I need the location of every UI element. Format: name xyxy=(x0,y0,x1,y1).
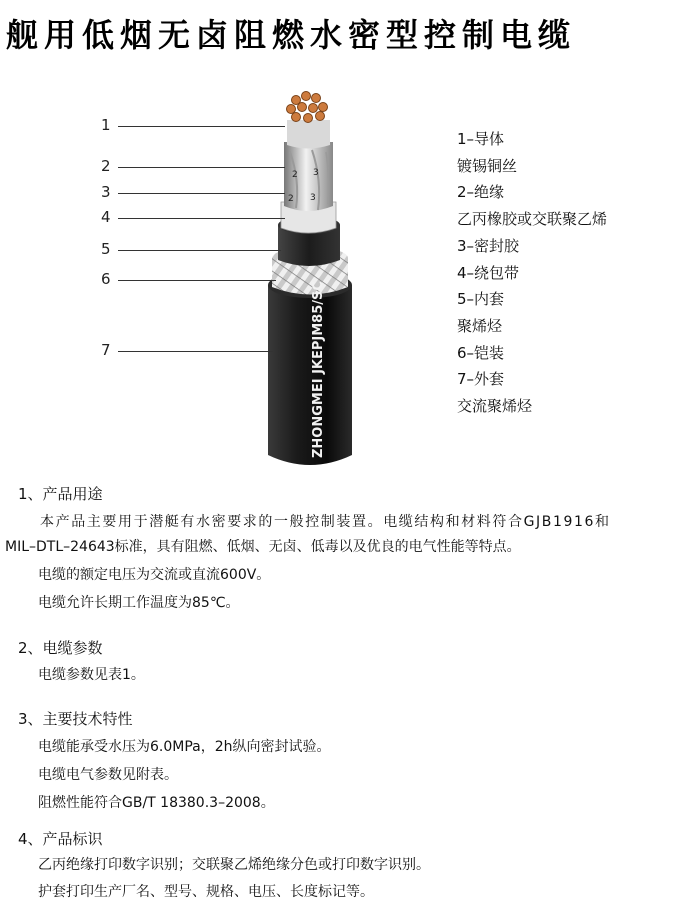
leader-line xyxy=(118,250,281,251)
section-marking xyxy=(18,829,679,905)
leader-line xyxy=(118,351,273,352)
core-label: 3 xyxy=(310,193,316,203)
callout-5: 5 xyxy=(101,240,111,258)
paragraph-line: 本产品主要用于潜艇有水密要求的一般控制装置。电缆结构和材料符合GJB1916和 xyxy=(40,514,611,530)
legend-item: 3–密封胶 xyxy=(457,236,520,255)
legend-item: 1–导体 xyxy=(457,130,505,148)
section-title: 2、电缆参数 xyxy=(18,639,103,657)
leader-line xyxy=(118,167,285,168)
core-label: 3 xyxy=(313,168,319,178)
sheath-print: ZHONGMEI JKEPJM85/SC xyxy=(311,281,326,458)
legend-item: 镀锡铜丝 xyxy=(457,156,518,175)
legend-item: 2–绝缘 xyxy=(457,183,505,202)
callout-1: 1 xyxy=(101,116,111,134)
core-label: 2 xyxy=(292,170,298,180)
leader-line xyxy=(118,280,276,281)
section-parameters xyxy=(18,638,679,688)
outer-sheath xyxy=(268,285,352,465)
legend-item: 4–绕包带 xyxy=(457,263,520,282)
paragraph-line: 电缆允许长期工作温度为85℃。 xyxy=(38,595,240,611)
legend-item: 交流聚烯烃 xyxy=(457,397,533,416)
callout-7: 7 xyxy=(101,341,111,359)
section-title: 4、产品标识 xyxy=(18,830,103,848)
leader-line xyxy=(118,126,285,127)
legend-item: 乙丙橡胶或交联聚乙烯 xyxy=(457,210,608,229)
paragraph-line: 阻燃性能符合GB/T 18380.3–2008。 xyxy=(38,795,275,811)
paragraph-line: 电缆的额定电压为交流或直流600V。 xyxy=(38,567,271,583)
conductor-strands xyxy=(287,92,328,123)
core-label: 2 xyxy=(288,194,294,204)
page-title: 舰用低烟无卤阻燃水密型控制电缆 xyxy=(6,16,577,54)
paragraph-line: 护套打印生产厂名、型号、规格、电压、长度标记等。 xyxy=(38,884,374,900)
paragraph-line: MIL–DTL–24643标准，具有阻燃、低烟、无卤、低毒以及优良的电气性能等特点。 xyxy=(5,539,521,555)
legend-item: 7–外套 xyxy=(457,370,505,389)
leader-line xyxy=(118,218,285,219)
section-usage xyxy=(5,484,679,616)
section-technical xyxy=(18,709,679,816)
legend-item: 6–铠装 xyxy=(457,343,505,362)
paragraph-line: 乙丙绝缘打印数字识别；交联聚乙烯绝缘分色或打印数字识别。 xyxy=(38,857,430,873)
section-title: 3、主要技术特性 xyxy=(18,710,133,728)
legend-item: 聚烯烃 xyxy=(457,316,503,335)
callout-4: 4 xyxy=(101,208,111,226)
paragraph-line: 电缆能承受水压为6.0MPa，2h纵向密封试验。 xyxy=(38,739,331,755)
paragraph-line: 电缆参数见表1。 xyxy=(38,667,145,683)
section-title: 1、产品用途 xyxy=(18,485,103,503)
paragraph-line: 电缆电气参数见附表。 xyxy=(38,767,178,783)
legend-item: 5–内套 xyxy=(457,290,505,309)
component-legend xyxy=(457,126,677,420)
callout-3: 3 xyxy=(101,183,111,201)
leader-line xyxy=(118,193,285,194)
callout-2: 2 xyxy=(101,157,111,175)
callout-6: 6 xyxy=(101,270,111,288)
